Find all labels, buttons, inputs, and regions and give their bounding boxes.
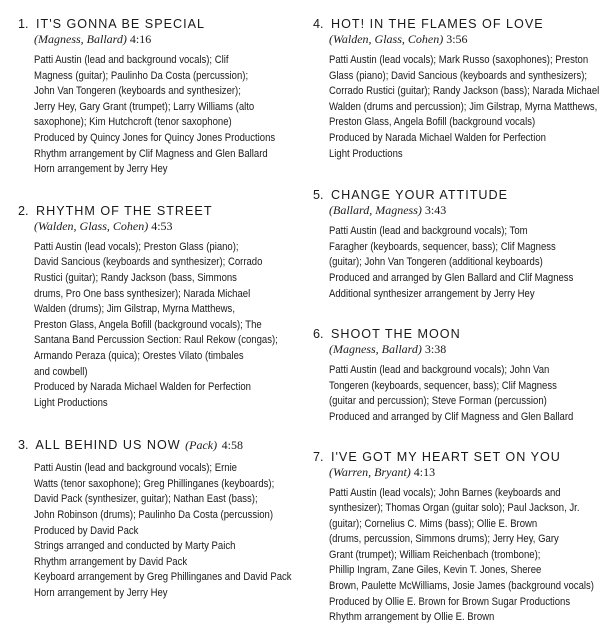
personnel-line: Additional synthesizer arrangement by Jerry Hey <box>329 287 535 300</box>
track-title: RHYTHM OF THE STREET <box>36 203 213 218</box>
track-credit <box>18 219 300 233</box>
personnel-line: Preston Glass, Angela Bofill (background vocals); The <box>34 318 262 331</box>
track-credit <box>18 32 300 46</box>
track-duration: 4:16 <box>129 32 152 46</box>
personnel-line: synthesizer); Thomas Organ (guitar solo); Paul Jackson, Jr. <box>329 502 580 515</box>
track-duration: 3:56 <box>446 32 468 46</box>
track-writers: (Pack) <box>185 438 218 453</box>
personnel-line: Produced by David Pack <box>34 524 139 537</box>
track-credit <box>313 465 595 479</box>
personnel-line: John Robinson (drums); Paulinho Da Costa (percussion) <box>34 509 274 522</box>
track-number: 7. <box>313 449 324 464</box>
track-duration: 4:58 <box>221 438 243 453</box>
track-title-line <box>313 327 595 341</box>
personnel-line: Magness (guitar); Paulinho Da Costa (percussion); <box>34 69 249 82</box>
track-title: SHOOT THE MOON <box>331 327 461 342</box>
track-2 <box>18 204 300 412</box>
track-6 <box>313 327 595 425</box>
personnel-line: Tongeren (keyboards, sequencer, bass); Clif Magness <box>329 379 557 392</box>
personnel-line: saxophone); Kim Hutchcroft (tenor saxophone) <box>34 116 232 129</box>
personnel-line: Jerry Hey, Gary Grant (trumpet); Larry Williams (alto <box>34 100 255 113</box>
personnel-line: Patti Austin (lead and background vocals); John Van <box>329 364 550 377</box>
track-personnel <box>34 53 300 178</box>
track-1 <box>18 17 300 178</box>
track-5 <box>313 188 595 302</box>
personnel-line: Produced and arranged by Glen Ballard and Clif Magness <box>329 271 574 284</box>
track-title-line <box>313 188 595 202</box>
personnel-line: Horn arrangement by Jerry Hey <box>34 163 168 176</box>
personnel-line: Rhythm arrangement by Ollie E. Brown <box>329 611 495 624</box>
personnel-line: Horn arrangement by Jerry Hey <box>34 587 168 600</box>
personnel-line: Corrado Rustici (guitar); Randy Jackson (bass); Narada Michael <box>329 85 600 98</box>
track-number: 6. <box>313 327 324 342</box>
track-duration: 4:53 <box>151 218 173 233</box>
track-title: I'VE GOT MY HEART SET ON YOU <box>331 449 561 464</box>
track-personnel <box>329 224 595 302</box>
track-writers: (Walden, Glass, Cohen) <box>329 32 444 46</box>
personnel-line: Produced and arranged by Clif Magness and Glen Ballard <box>329 410 574 423</box>
personnel-line: Phillip Ingram, Zane Giles, Kevin T. Jones, Sheree <box>329 564 542 577</box>
track-writers: (Magness, Ballard) <box>329 342 422 357</box>
personnel-line: Rhythm arrangement by Clif Magness and Glen Ballard <box>34 147 268 160</box>
track-7 <box>313 450 595 626</box>
personnel-line: Preston Glass, Angela Bofill (background vocals) <box>329 116 536 129</box>
personnel-line: Produced by Quincy Jones for Quincy Jones Productions <box>34 131 276 144</box>
personnel-line: Patti Austin (lead and background vocals); Clif <box>34 54 229 66</box>
personnel-line: John Van Tongeren (keyboards and synthesizer); <box>34 85 241 98</box>
personnel-line: (drums, percussion, Simmons drums); Jerry Hey, Gary <box>329 533 559 546</box>
track-personnel <box>329 53 600 162</box>
track-title-line <box>313 17 595 31</box>
personnel-line: Light Productions <box>34 396 108 409</box>
track-duration: 3:38 <box>424 342 447 357</box>
personnel-line: (guitar); Cornelius C. Mims (bass); Ollie E. Brown <box>329 517 538 530</box>
personnel-line: Patti Austin (lead vocals); John Barnes (keyboards and <box>329 486 561 499</box>
personnel-line: Patti Austin (lead vocals); Preston Glass (piano); <box>34 240 239 253</box>
personnel-line: Patti Austin (lead and background vocals); Tom <box>329 225 528 238</box>
track-writers: (Warren, Bryant) <box>329 464 411 479</box>
track-personnel <box>329 486 595 626</box>
personnel-line: Walden (drums and percussion); Jim Gilstrap, Myrna Matthews, <box>329 100 598 113</box>
track-title-line <box>18 438 300 452</box>
track-3 <box>18 438 300 601</box>
track-number: 5. <box>313 188 324 203</box>
personnel-line: Strings arranged and conducted by Marty Paich <box>34 540 236 553</box>
track-duration: 3:43 <box>424 203 447 218</box>
track-writers: (Ballard, Magness) <box>329 203 422 218</box>
personnel-line: and cowbell) <box>34 365 88 378</box>
left-column <box>18 17 300 602</box>
personnel-line: Grant (trumpet); William Reichenbach (trombone); <box>329 548 541 561</box>
personnel-line: Faragher (keyboards, sequencer, bass); Clif Magness <box>329 240 556 253</box>
personnel-line: Watts (tenor saxophone); Greg Phillinganes (keyboards); <box>34 477 275 490</box>
personnel-line: Patti Austin (lead and background vocals); Ernie <box>34 462 237 475</box>
track-personnel <box>34 461 300 601</box>
track-number: 2. <box>18 203 29 218</box>
personnel-line: (guitar and percussion); Steve Forman (percussion) <box>329 395 547 408</box>
track-title-line <box>18 204 300 218</box>
personnel-line: Brown, Paulette McWilliams, Josie James (background vocals) <box>329 580 594 593</box>
track-title: IT'S GONNA BE SPECIAL <box>36 17 205 31</box>
track-title-line <box>18 17 300 31</box>
personnel-line: Walden (drums); Jim Gilstrap, Myrna Matthews, <box>34 303 235 316</box>
personnel-line: drums, Pro One bass synthesizer); Narada Michael <box>34 287 251 300</box>
track-writers: (Magness, Ballard) <box>34 32 127 46</box>
track-title: ALL BEHIND US NOW <box>35 438 181 453</box>
personnel-line: Glass (piano); David Sancious (keyboards and synthesizers); <box>329 69 588 82</box>
personnel-line: Rhythm arrangement by David Pack <box>34 555 188 568</box>
personnel-line: Produced by Ollie E. Brown for Brown Sugar Productions <box>329 595 571 608</box>
track-personnel <box>329 363 595 425</box>
personnel-line: Santana Band Percussion Section: Raul Rekow (congas); <box>34 334 278 347</box>
personnel-line: Armando Peraza (quica); Orestes Vilato (timbales <box>34 349 244 362</box>
track-title: CHANGE YOUR ATTITUDE <box>331 188 508 203</box>
personnel-line: (guitar); John Van Tongeren (additional keyboards) <box>329 256 543 269</box>
personnel-line: Light Productions <box>329 147 403 160</box>
track-number: 4. <box>313 17 324 31</box>
personnel-line: Produced by Narada Michael Walden for Perfection <box>329 131 546 144</box>
track-credit <box>313 203 595 217</box>
personnel-line: Rustici (guitar); Randy Jackson (bass, Simmons <box>34 271 237 284</box>
track-duration: 4:13 <box>413 464 436 479</box>
track-title-line <box>313 450 595 464</box>
right-column <box>313 17 600 626</box>
track-personnel <box>34 240 300 412</box>
track-credit <box>313 32 595 46</box>
personnel-line: David Pack (synthesizer, guitar); Nathan East (bass); <box>34 493 258 506</box>
personnel-line: Patti Austin (lead vocals); Mark Russo (saxophones); Preston <box>329 54 589 66</box>
personnel-line: Produced by Narada Michael Walden for Perfection <box>34 381 251 394</box>
track-number: 1. <box>18 17 29 31</box>
track-number: 3. <box>18 438 29 453</box>
track-writers: (Walden, Glass, Cohen) <box>34 218 149 233</box>
track-title: HOT! IN THE FLAMES OF LOVE <box>331 17 544 31</box>
track-4 <box>313 17 600 162</box>
personnel-line: Keyboard arrangement by Greg Phillinganes and David Pack <box>34 571 292 584</box>
track-credit <box>313 342 595 356</box>
personnel-line: David Sancious (keyboards and synthesizer); Corrado <box>34 256 263 269</box>
